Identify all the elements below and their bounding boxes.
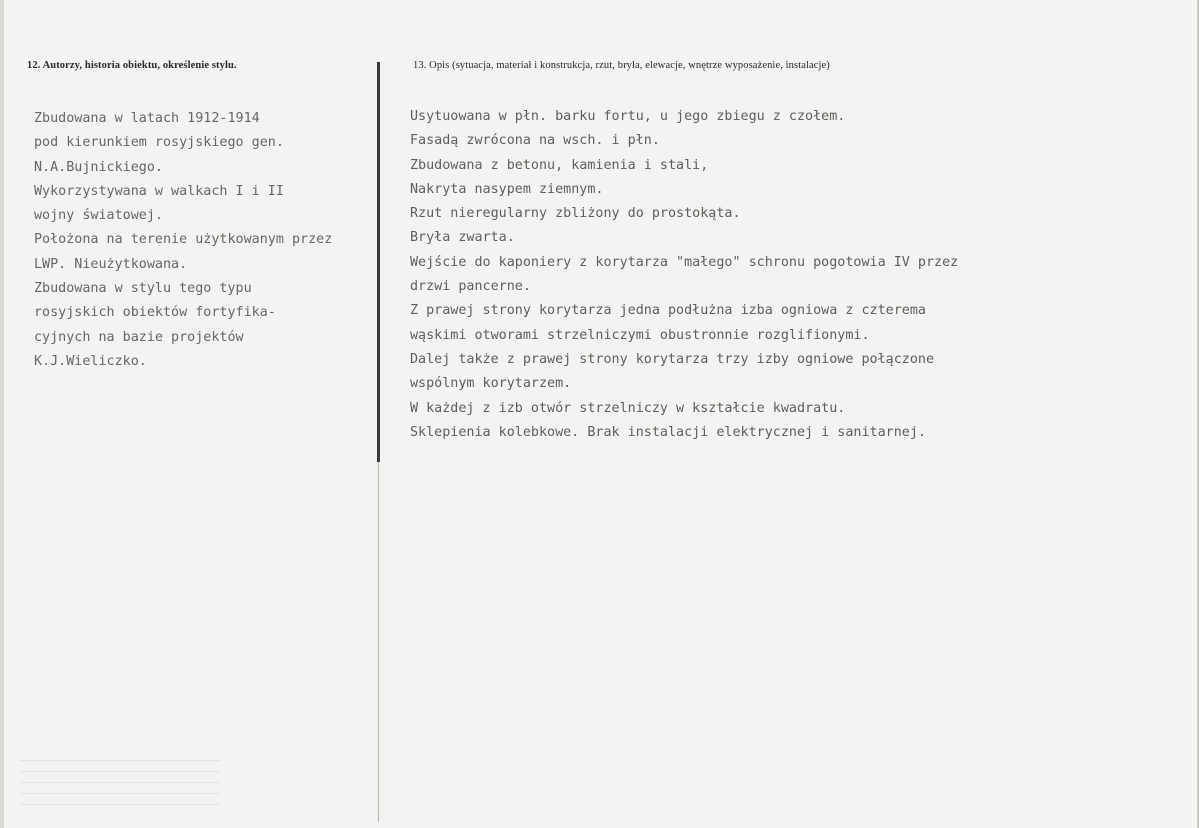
- text-line: wąskimi otworami strzelniczymi obustronnie rozglifionymi.: [410, 327, 870, 343]
- text-line: N.A.Bujnickiego.: [34, 159, 163, 175]
- text-line: Zbudowana z betonu, kamienia i stali,: [410, 157, 709, 173]
- text-line: Zbudowana w stylu tego typu: [34, 281, 252, 297]
- text-line: rosyjskich obiektów fortyfika-: [34, 305, 276, 321]
- section-13-header: 13. Opis (sytuacja, materiał i konstrukcja, rzut, bryła, elewacje, wnętrze wyposażenie, instalacje): [413, 60, 830, 71]
- text-line: drzwi pancerne.: [410, 279, 531, 295]
- text-line: K.J.Wieliczko.: [34, 353, 147, 369]
- text-line: W każdej z izb otwór strzelniczy w kształcie kwadratu.: [410, 400, 846, 416]
- text-line: Rzut nieregularny zbliżony do prostokąta.: [410, 206, 741, 222]
- authors-history-text: [34, 107, 332, 374]
- text-line: LWP. Nieużytkowana.: [34, 256, 188, 272]
- text-line: Usytuowana w płn. barku fortu, u jego zbiegu z czołem.: [410, 109, 846, 124]
- reverse-side-bleed-lines: [20, 760, 220, 805]
- text-line: Nakryta nasypem ziemnym.: [410, 181, 604, 197]
- column-divider: [377, 62, 380, 462]
- text-line: Sklepienia kolebkowe. Brak instalacji elektrycznej i sanitarnej.: [410, 424, 926, 440]
- column-divider-faint: [378, 462, 379, 822]
- text-line: wojny światowej.: [34, 208, 163, 224]
- description-text: [410, 105, 958, 445]
- text-line: pod kierunkiem rosyjskiego gen.: [34, 135, 284, 151]
- section-12-header: 12. Autorzy, historia obiektu, określenie stylu.: [27, 60, 237, 71]
- text-line: wspólnym korytarzem.: [410, 376, 572, 392]
- text-line: Z prawej strony korytarza jedna podłużna izba ogniowa z czterema: [410, 303, 926, 319]
- sheet-left-edge: [0, 0, 4, 828]
- text-line: cyjnych na bazie projektów: [34, 329, 244, 345]
- text-line: Wejście do kaponiery z korytarza "małego" schronu pogotowia IV przez: [410, 254, 959, 270]
- text-line: Fasadą zwrócona na wsch. i płn.: [410, 133, 660, 149]
- text-line: Zbudowana w latach 1912-1914: [34, 111, 260, 126]
- text-line: Położona na terenie użytkowanym przez: [34, 232, 333, 248]
- text-line: Dalej także z prawej strony korytarza trzy izby ogniowe połączone: [410, 351, 935, 367]
- text-line: Bryła zwarta.: [410, 230, 515, 246]
- text-line: Wykorzystywana w walkach I i II: [34, 183, 284, 199]
